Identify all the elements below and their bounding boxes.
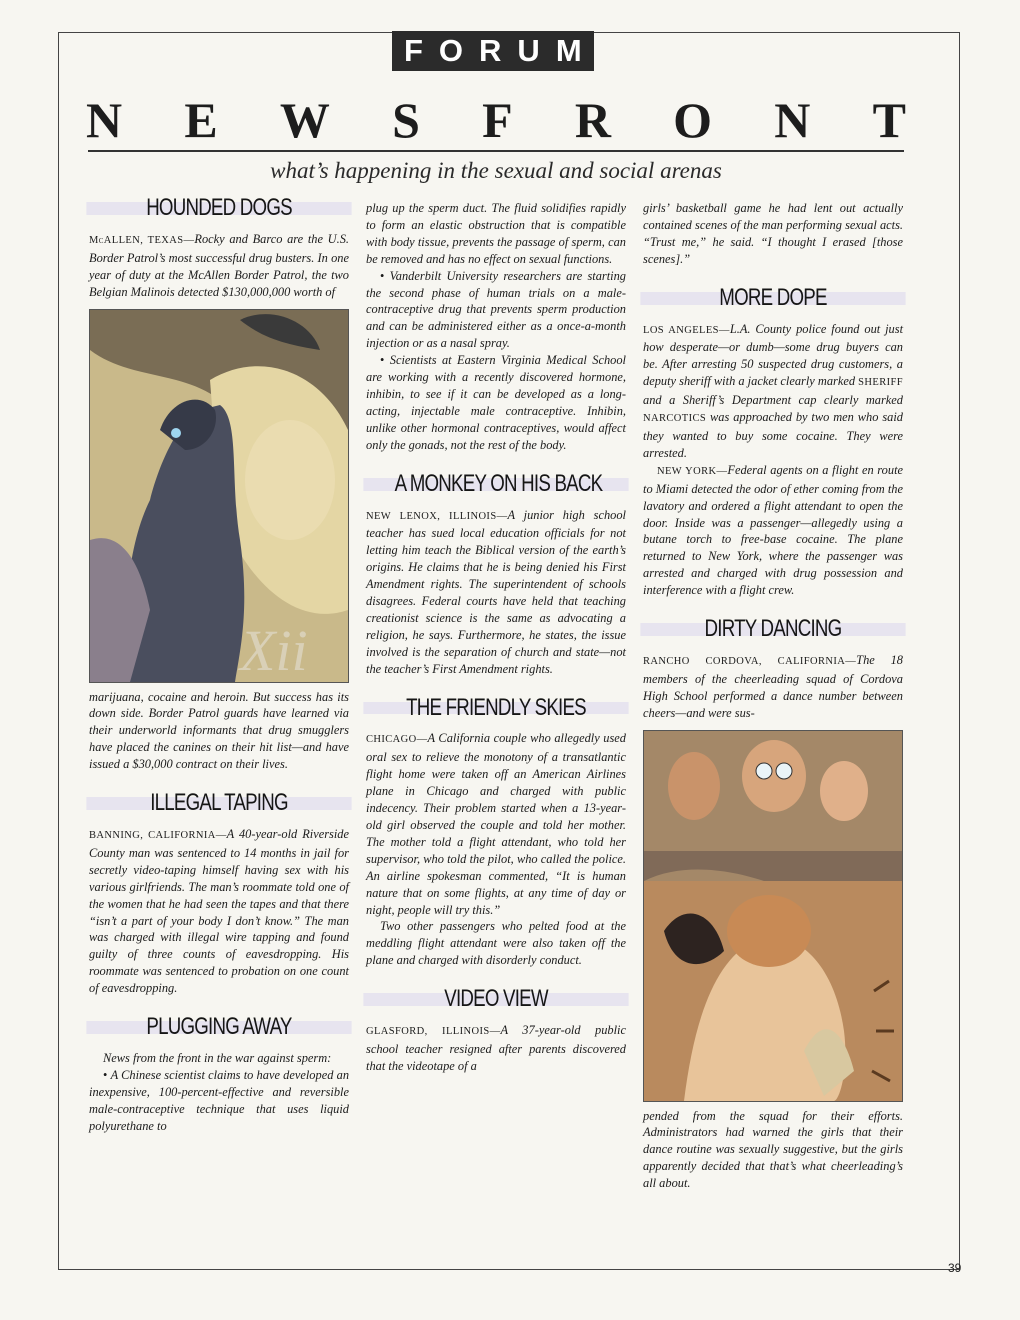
article-text: pended from the squad for their efforts. Administrators had warned the girls that their dance routine was sexually suggestive, but the girls apparently decided that that’s what cheerleading’s all about. (643, 1108, 903, 1191)
cap-marking: NARCOTICS (643, 413, 707, 425)
dateline: McALLEN, TEXAS— (89, 234, 195, 246)
article-text: • A Chinese scientist claims to have developed an inexpensive, 100-percent-effective and reversible male-contraceptive technique that uses liquid polyurethane to (89, 1067, 349, 1135)
column-middle (366, 200, 626, 1075)
dateline: NEW YORK— (657, 465, 728, 477)
dateline: RANCHO CORDOVA, CALIFORNIA— (643, 655, 857, 667)
masthead-letter: R (574, 92, 611, 148)
jacket-marking: SHERIFF (858, 377, 903, 389)
dog-illustration (89, 309, 349, 683)
column-right (643, 200, 903, 1192)
article-text (89, 826, 349, 997)
masthead-rule (88, 150, 904, 152)
dateline: GLASFORD, ILLINOIS— (366, 1026, 501, 1038)
article-text (366, 1022, 626, 1075)
masthead-letter: S (392, 92, 420, 148)
headline-dirty-dancing: DIRTY DANCING (672, 621, 875, 638)
article-body: A junior high school teacher has sued local education officials for not letting him teach the Biblical version of the earth’s origins. He claims that he is being denied his First Amendment rights. The superintendent of schools disagrees. Federal courts have held that teaching creationist science is the same as advocating a religion, he says. Furthermore, he states, the issue involved is the separation of church and state—not the teacher’s First Amendment rights. (366, 507, 626, 676)
masthead-letter: E (184, 92, 218, 148)
article-body: was approached by two men who said they wanted to buy some cocaine. They were arrested. (643, 410, 903, 460)
headline-more-dope: MORE DOPE (672, 290, 875, 307)
article-text (643, 462, 903, 599)
masthead-letter: O (673, 92, 713, 148)
article-body: Federal agents on a flight en route to Miami detected the odor of ether coming from the lavatory and ordered a flight attendant to open the door. Inside was a passenger—allegedly using a butane torch to free-base cocaine. The plane returned to New York, where the passenger was arrested and charged with drug possession and interference with a flight crew. (643, 462, 904, 598)
article-text (643, 652, 903, 722)
column-left (89, 194, 350, 1134)
tagline: what’s happening in the sexual and social arenas (270, 158, 722, 183)
dateline: BANNING, CALIFORNIA— (89, 829, 227, 841)
masthead-letter: F (482, 92, 513, 148)
article-text: marijuana, cocaine and heroin. But success has its down side. Border Patrol guards have learned via their underworld informants that drug smugglers have placed the canines on their hit list—and have issued a $30,000 contract on their lives. (89, 689, 349, 772)
headline-friendly-skies: THE FRIENDLY SKIES (395, 700, 598, 717)
headline-video-view: VIDEO VIEW (395, 991, 598, 1008)
article-body: The 18 members of the cheerleading squad of Cordova High School performed a dance number between cheers—and were sus- (643, 652, 903, 720)
headline-monkey: A MONKEY ON HIS BACK (394, 469, 603, 497)
cheerleader-illustration (643, 730, 903, 1102)
headline-hounded-dogs: HOUNDED DOGS (118, 200, 321, 217)
article-body: A 37-year-old public school teacher resigned after parents discovered that the videotape of a (366, 1023, 626, 1073)
article-text (366, 507, 626, 678)
article-body: A 40-year-old Riverside County man was sentenced to 14 months in jail for secretly video-taping himself having sex with his various girlfriends. The man’s roommate told one of the women that he had seen the tapes and that there “isn’t a part of your body I don’t know.” The man was charged with illegal wire tapping and found guilty of three counts of eavesdropping. His roommate was sentenced to probation on one count of eavesdropping. (89, 826, 349, 996)
article-text (643, 321, 903, 462)
section-badge: FORUM (392, 31, 594, 71)
article-text: plug up the sperm duct. The fluid solidifies rapidly to form an elastic obstruction that is compatible with body tissue, prevents the passage of sperm, can be removed and has no effect on sexual functions. (366, 201, 626, 266)
article-text: News from the front in the war against sperm: (103, 1050, 332, 1065)
headline-illegal-taping: ILLEGAL TAPING (118, 795, 321, 812)
dateline: CHICAGO— (366, 734, 428, 746)
page-number: 39 (948, 1261, 962, 1275)
article-text: • Vanderbilt University researchers are starting the second phase of human trials on a male-contraceptive drug that prevents sperm production and can be administered either as a once-a-month injection or as a nasal spray. (366, 268, 626, 353)
masthead-letter: T (872, 92, 906, 148)
article-text: • Scientists at Eastern Virginia Medical School are working with a recently discovered hormone, inhibin, to see if it can be developed as a long-acting, injectable male contraceptive. Inhibin, unlike other hormonal contraceptives, would affect only the gonads, not the rest of the body. (366, 352, 626, 453)
article-text: Two other passengers who pelted food at the meddling flight attendant were also taken off the plane and charged with disorderly conduct. (366, 919, 626, 968)
article-text (366, 730, 626, 918)
article-body: and a Sheriff’s Department cap clearly marked (643, 393, 903, 408)
masthead-title (86, 92, 906, 148)
article-body: A California couple who allegedly used oral sex to relieve the monotony of a transatlantic flight home were taken off an American Airlines plane in Chicago and charged with public indecency. Their problem started when a 13-year-old girl observed the couple and told her mother. The mother told a flight attendant, who told her supervisor, who told the pilot, who called the police. An airline spokesman commented, “It is human nature that on some flights, at any time of day or night, people will try this.” (366, 731, 626, 917)
masthead-letter: N (86, 92, 123, 148)
dateline: NEW LENOX, ILLINOIS— (366, 510, 508, 522)
masthead-letter: N (774, 92, 811, 148)
svg-text:Xii: Xii (240, 617, 308, 682)
article-text: girls’ basketball game he had lent out actually contained scenes of the man performing sexual acts. “Trust me,” he said. “I thought I erased [those scenes].” (643, 201, 903, 266)
dateline: LOS ANGELES— (643, 324, 730, 336)
article-body: Rocky and Barco are the U.S. Border Patrol’s most successful drug busters. In one year of duty at the McAllen Border Patrol, the two Belgian Malinois detected $130,000,000 worth of (89, 231, 349, 299)
article-text (89, 231, 349, 301)
headline-plugging-away: PLUGGING AWAY (118, 1019, 321, 1036)
masthead-letter: W (279, 92, 330, 148)
article-body: L.A. County police found out just how desperate—or dumb—some drug buyers can be. After arresting 50 suspected drug customers, a deputy sheriff with a jacket clearly marked (643, 321, 904, 389)
